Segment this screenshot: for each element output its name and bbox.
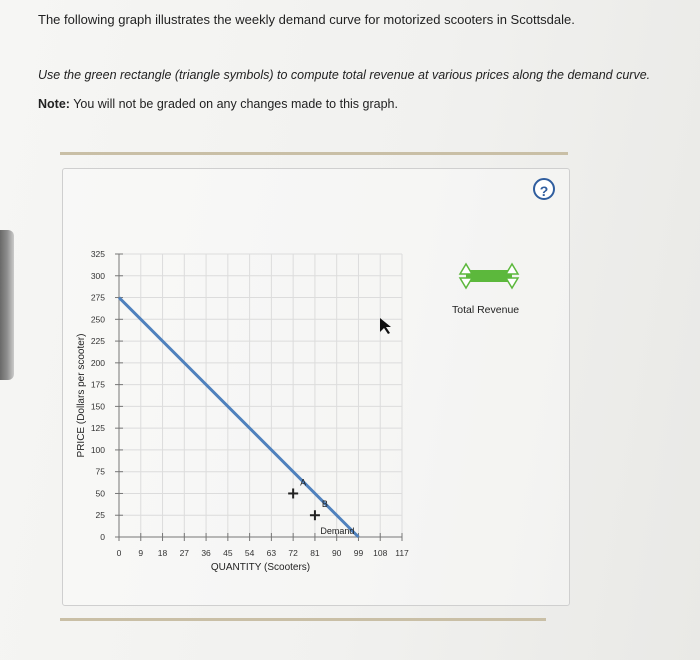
total-revenue-rect[interactable] — [466, 270, 512, 282]
x-tick-label: 72 — [288, 548, 298, 558]
demand-curve-label: Demand — [320, 526, 355, 536]
legend-total-revenue-label: Total Revenue — [452, 304, 520, 316]
help-icon[interactable]: ? — [533, 178, 555, 200]
cursor-arrow — [380, 318, 391, 334]
y-tick-label: 100 — [90, 444, 105, 455]
intro-text: The following graph illustrates the weekly demand curve for motorized scooters in Scottsdale. — [38, 12, 575, 27]
y-tick-label: 325 — [90, 249, 105, 259]
y-tick-label: 25 — [95, 510, 105, 521]
x-tick-label: 18 — [157, 548, 168, 558]
total-revenue-triangle-icon[interactable] — [506, 264, 518, 274]
x-tick-label: 0 — [116, 548, 122, 558]
point-label-A: A — [300, 477, 307, 488]
y-tick-label: 225 — [90, 336, 105, 347]
y-tick-label: 275 — [90, 292, 105, 303]
y-tick-label: 300 — [90, 270, 105, 281]
y-tick-label: 50 — [95, 488, 105, 499]
x-tick-label: 81 — [310, 548, 320, 558]
instruction-text: Use the green rectangle (triangle symbols) to compute total revenue at various prices along the demand curve. — [38, 68, 651, 82]
chart-points — [288, 477, 328, 520]
point-label-B: B — [321, 499, 328, 510]
y-tick-label: 200 — [90, 357, 105, 368]
mouse-cursor-icon — [380, 318, 391, 334]
y-tick-label: 250 — [90, 314, 105, 325]
chart-grid — [119, 254, 402, 537]
bottom-divider — [60, 618, 546, 621]
x-tick-label: 63 — [266, 548, 277, 558]
total-revenue-tool-icon[interactable] — [460, 264, 518, 288]
x-tick-label: 27 — [179, 548, 190, 558]
x-tick-label: 54 — [244, 548, 255, 558]
note-body: You will not be graded on any changes made to this graph. — [69, 97, 398, 111]
total-revenue-triangle-icon[interactable] — [460, 264, 472, 274]
y-tick-label: 175 — [90, 379, 105, 390]
y-tick-label: 150 — [90, 401, 105, 412]
y-axis-title: PRICE (Dollars per scooter) — [76, 333, 87, 458]
y-tick-label: 75 — [95, 466, 105, 477]
x-tick-label: 108 — [373, 548, 388, 558]
x-tick-label: 9 — [138, 548, 144, 558]
x-tick-label: 45 — [223, 548, 233, 558]
y-tick-label: 125 — [90, 423, 105, 434]
x-tick-label: 90 — [331, 548, 342, 558]
x-tick-label: 117 — [395, 548, 409, 558]
total-revenue-triangle-icon[interactable] — [460, 278, 472, 288]
y-tick-label: 0 — [100, 532, 105, 542]
chart-axes — [119, 254, 402, 537]
note-label: Note: — [38, 97, 70, 111]
x-axis-title: QUANTITY (Scooters) — [210, 562, 311, 573]
x-tick-label: 36 — [201, 548, 211, 558]
total-revenue-triangle-icon[interactable] — [506, 278, 518, 288]
x-tick-label: 99 — [353, 548, 364, 558]
